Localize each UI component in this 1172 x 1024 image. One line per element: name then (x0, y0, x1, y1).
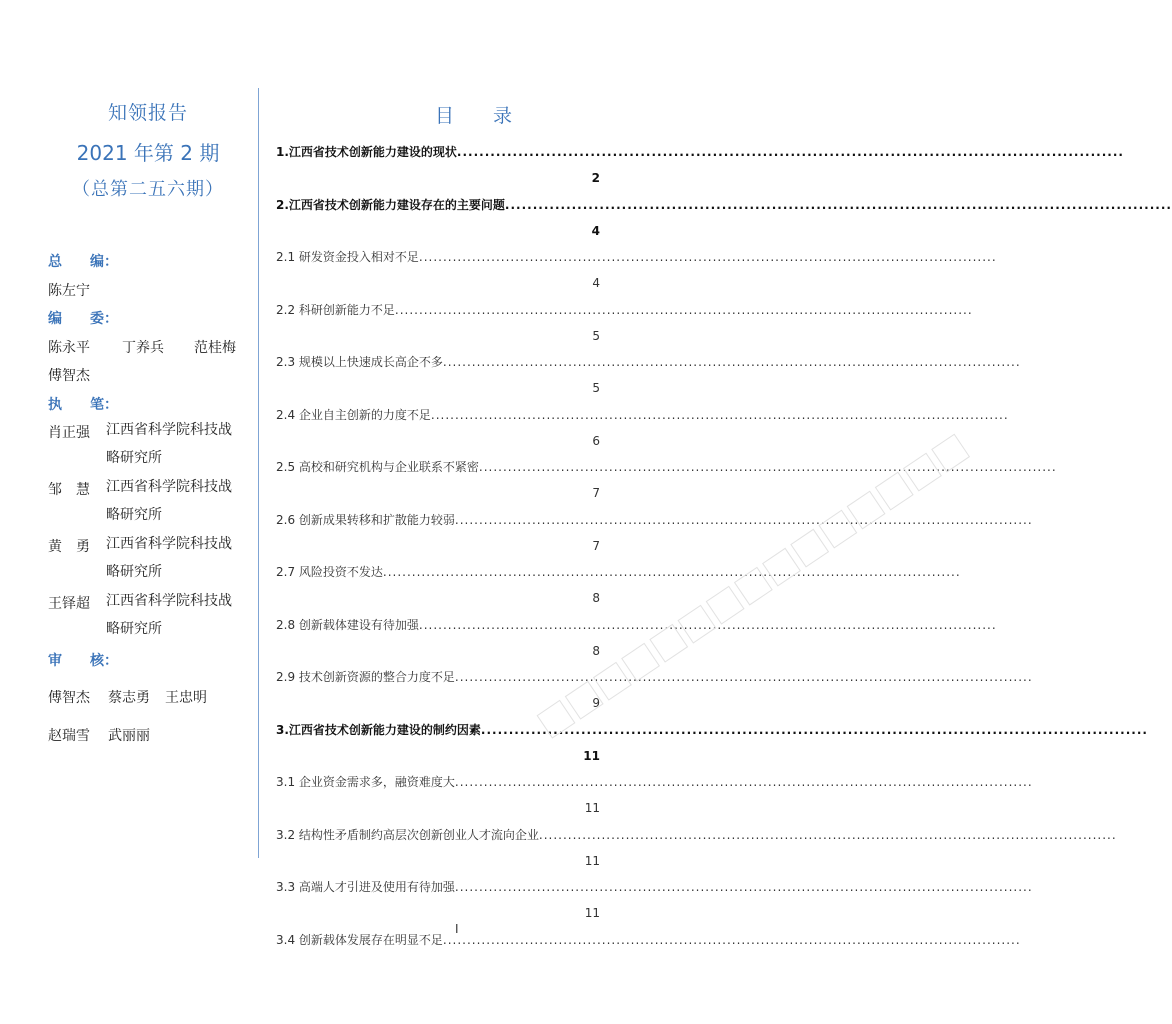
toc-leader-dots: ........................................................................................................................ (454, 880, 1033, 894)
toc-entry-title (276, 721, 1148, 739)
toc-leader-dots: ........................................................................................................................ (418, 618, 997, 632)
toc-entry[interactable] (276, 353, 1021, 397)
writer-org-line: 江西省科学院科技战 (106, 479, 232, 495)
reviewer-name: 赵瑞雪 (48, 728, 90, 744)
toc-entry-title (276, 773, 1033, 791)
reviewer-name: 王忠明 (165, 690, 207, 706)
toc-entry-page: 11 (584, 906, 600, 920)
toc-entry-title (276, 668, 1033, 686)
toc-entry-page: 5 (592, 329, 600, 343)
toc-entry[interactable] (276, 196, 1172, 240)
toc-entry-text: 3.2 结构性矛盾制约高层次创新创业人才流向企业 (276, 828, 539, 842)
toc-entry-page: 5 (592, 381, 600, 395)
writers-label (48, 394, 118, 414)
toc-entry-text: 2.1 研发资金投入相对不足 (276, 250, 419, 264)
reviewer-name: 武丽丽 (108, 728, 150, 744)
toc-leader-dots: ........................................................................................................................ (454, 670, 1033, 684)
writer-org-line: 略研究所 (106, 621, 162, 637)
issue-number: 2021 年第 2 期 (76, 141, 220, 165)
toc-entry-text: 1.江西省技术创新能力建设的现状 (276, 145, 457, 159)
toc-leader-dots: ........................................................................................................................ (454, 513, 1033, 527)
writer-org-line: 江西省科学院科技战 (106, 593, 232, 609)
watermark-box (790, 529, 829, 568)
toc-leader-dots: ........................................................................................................................ (382, 565, 961, 579)
toc-entry-title (276, 511, 1033, 529)
toc-leader-dots: ........................................................................................................................ (430, 408, 1009, 422)
toc-entry[interactable] (276, 931, 1021, 949)
reviewer-name: 傅智杰 (48, 690, 90, 706)
writer-org (106, 416, 246, 472)
toc-entry-text: 2.4 企业自主创新的力度不足 (276, 408, 431, 422)
toc-leader-dots: ........................................................................................................................ (418, 250, 997, 264)
toc-entry[interactable] (276, 721, 1148, 765)
toc-entry-title (276, 826, 1117, 844)
toc-leader-dots: ........................................................................................................................ (538, 828, 1117, 842)
toc-leader-dots: ........................................................................................................................ (480, 723, 1148, 737)
toc-entry-page: 9 (592, 696, 600, 710)
toc-entry-title (276, 563, 961, 581)
toc-leader-dots: ........................................................................................................................ (394, 303, 973, 317)
editor-in-chief-label (48, 251, 118, 271)
writer-name: 王铎超 (48, 596, 90, 612)
toc-leader-dots: ........................................................................................................................ (478, 460, 1057, 474)
toc-entry-page: 7 (592, 539, 600, 553)
label-char: 核： (90, 653, 118, 669)
toc-entry-page: 6 (592, 434, 600, 448)
toc-entry-text: 3.1 企业资金需求多，融资难度大 (276, 775, 455, 789)
toc-entry[interactable] (276, 301, 973, 345)
toc-leader-dots: ........................................................................................................................ (504, 198, 1172, 212)
toc-entry-text: 3.3 高端人才引进及使用有待加强 (276, 880, 455, 894)
toc-entry[interactable] (276, 773, 1033, 817)
toc-entry-text: 2.3 规模以上快速成长高企不多 (276, 355, 443, 369)
toc-entry-title (276, 196, 1172, 214)
toc-entry-text: 2.6 创新成果转移和扩散能力较弱 (276, 513, 455, 527)
toc-entry-page: 11 (584, 854, 600, 868)
toc-entry-page: 8 (592, 591, 600, 605)
watermark-box (875, 472, 914, 511)
toc-entry[interactable] (276, 458, 1057, 502)
board-member-name: 陈永平 (48, 340, 90, 356)
toc-entry[interactable] (276, 878, 1033, 922)
writer-name: 邹 慧 (48, 482, 90, 498)
toc-entry-text: 2.2 科研创新能力不足 (276, 303, 395, 317)
toc-entry-text: 2.江西省技术创新能力建设存在的主要问题 (276, 198, 505, 212)
toc-entry-text: 2.9 技术创新资源的整合力度不足 (276, 670, 455, 684)
toc-entry-title (276, 616, 997, 634)
toc-entry-text: 2.8 创新载体建设有待加强 (276, 618, 419, 632)
toc-entry-title (276, 248, 997, 266)
writer-org-line: 略研究所 (106, 564, 162, 580)
editorial-board-label (48, 308, 118, 328)
reviewer-name: 蔡志勇 (108, 690, 150, 706)
toc-entry-title (276, 353, 1021, 371)
writer-org-line: 略研究所 (106, 507, 162, 523)
label-char: 委： (90, 311, 118, 327)
writer-name: 黄 勇 (48, 539, 90, 555)
toc-entry-text: 2.5 高校和研究机构与企业联系不紧密 (276, 460, 479, 474)
toc-entry-page: 2 (591, 171, 600, 185)
toc-entry-title (276, 458, 1057, 476)
toc-title: 目 录 (435, 105, 523, 127)
toc-entry-page: 11 (583, 749, 600, 763)
toc-entry[interactable] (276, 826, 1117, 870)
toc-entry-title (276, 301, 973, 319)
toc-entry-title (276, 143, 1124, 161)
writer-org-line: 江西省科学院科技战 (106, 422, 232, 438)
column-divider (258, 88, 259, 858)
toc-entry[interactable] (276, 143, 1124, 187)
label-char: 编： (90, 254, 118, 270)
label-char: 审 (48, 653, 62, 669)
toc-entry-text: 2.7 风险投资不发达 (276, 565, 383, 579)
board-member-name: 丁养兵 (122, 340, 164, 356)
toc-entry-page: 8 (592, 644, 600, 658)
toc-leader-dots: ........................................................................................................................ (454, 775, 1033, 789)
writer-name: 肖正强 (48, 425, 90, 441)
toc-entry-title (276, 878, 1033, 896)
toc-entry[interactable] (276, 406, 1009, 450)
toc-entry-page: 7 (592, 486, 600, 500)
toc-entry-title (276, 406, 1009, 424)
toc-entry[interactable] (276, 668, 1033, 712)
reviewers-label (48, 650, 118, 670)
toc-entry[interactable] (276, 511, 1033, 555)
toc-entry-text: 3.4 创新载体发展存在明显不足 (276, 933, 443, 947)
writer-org (106, 587, 246, 643)
board-member-name: 范桂梅 (194, 340, 236, 356)
label-char: 笔： (90, 397, 118, 413)
label-char: 执 (48, 397, 62, 413)
toc-entry[interactable] (276, 563, 961, 607)
board-member-name: 傅智杰 (48, 368, 90, 384)
toc-entry[interactable] (276, 248, 997, 292)
label-char: 总 (48, 254, 62, 270)
toc-entry[interactable] (276, 616, 997, 660)
journal-name: 知领报告 (107, 102, 188, 124)
total-issue-number: （总第二五六期） (72, 179, 224, 200)
toc-entry-page: 4 (592, 276, 600, 290)
writer-org-line: 略研究所 (106, 450, 162, 466)
toc-entry-page: 11 (584, 801, 600, 815)
writer-org (106, 473, 246, 529)
writer-org-line: 江西省科学院科技战 (106, 536, 232, 552)
toc-entry-title (276, 931, 1021, 949)
label-char: 编 (48, 311, 62, 327)
toc-entry-page: 4 (591, 224, 600, 238)
page-number: I (455, 922, 459, 936)
toc-entry-text: 3.江西省技术创新能力建设的制约因素 (276, 723, 481, 737)
toc-leader-dots: ........................................................................................................................ (456, 145, 1124, 159)
toc-leader-dots: ........................................................................................................................ (442, 933, 1021, 947)
writer-org (106, 530, 246, 586)
editor-in-chief-name: 陈左宁 (48, 283, 90, 299)
toc-leader-dots: ........................................................................................................................ (442, 355, 1021, 369)
